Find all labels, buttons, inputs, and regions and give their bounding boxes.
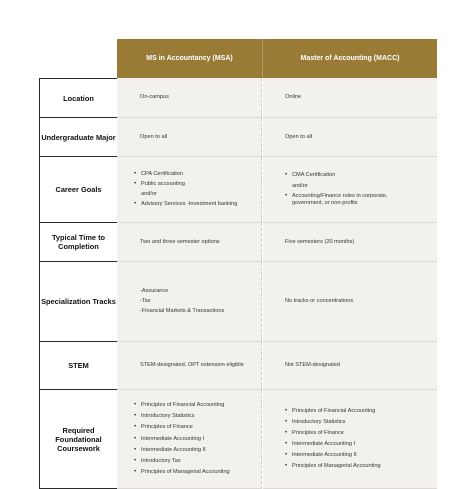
list-item: • Principles of Managerial Accounting — [134, 469, 261, 476]
list-item: • Intermediate Accounting I — [285, 441, 437, 448]
msa-cell — [117, 342, 262, 390]
header-macc: Master of Accounting (MACC) — [263, 39, 437, 78]
list-item: • Introductory Statistics — [134, 413, 261, 420]
list-item: • Principles of Finance — [134, 424, 261, 431]
macc-cell — [263, 157, 437, 223]
row-label: Career Goals — [39, 157, 118, 223]
table-header — [39, 39, 437, 78]
macc-cell — [263, 262, 437, 342]
list-item: • Public accounting — [134, 181, 261, 188]
cell-text: Five semesters (20 months) — [285, 238, 355, 245]
msa-cell — [117, 390, 262, 489]
cell-text: Not STEM-designated — [285, 362, 341, 368]
cell-text: STEM-designated, OPT extension eligible — [140, 362, 244, 368]
msa-cell — [117, 262, 262, 342]
list-item: • Intermediate Accounting II — [134, 447, 261, 454]
header-msa: MS in Accountancy (MSA) — [117, 39, 263, 78]
and-or-text: and/or — [141, 191, 157, 198]
table-row-specialization-tracks — [39, 262, 437, 342]
track-line: -Assurance — [140, 287, 169, 294]
cell-text: Open to all — [140, 133, 168, 140]
and-or-text: and/or — [292, 182, 308, 189]
bullet-list — [134, 171, 261, 191]
cell-text: Open to all — [285, 133, 313, 140]
list-item: • Accounting/Finance roles in corporate, government, or non-profits — [285, 193, 417, 207]
msa-cell — [117, 157, 262, 223]
list-item: • CMA Certification — [285, 172, 437, 179]
list-item: • Principles of Managerial Accounting — [285, 463, 437, 470]
table-row-career-goals — [39, 157, 437, 223]
macc-cell — [263, 118, 437, 157]
row-label: Location — [39, 78, 118, 118]
row-label: Undergraduate Major — [39, 118, 118, 157]
cell-text: Two and three semester options — [140, 238, 220, 245]
bullet-list — [285, 408, 437, 471]
track-line: -Tax — [140, 298, 151, 304]
table-row-time-to-completion — [39, 223, 437, 262]
macc-cell — [263, 223, 437, 262]
cell-text: Online — [285, 94, 302, 100]
list-item: • Principles of Financial Accounting — [134, 402, 261, 409]
list-item: • Introductory Statistics — [285, 419, 437, 426]
track-line: -Financial Markets & Transactions — [140, 308, 225, 315]
row-label: STEM — [39, 342, 118, 390]
msa-cell — [117, 78, 262, 118]
cell-text: No tracks or concentrations — [285, 298, 354, 304]
bullet-list — [134, 402, 261, 476]
table-row-stem — [39, 342, 437, 390]
list-item: • Principles of Financial Accounting — [285, 408, 437, 415]
row-label: Specialization Tracks — [39, 262, 118, 342]
macc-cell — [263, 78, 437, 118]
list-item: • Intermediate Accounting I — [134, 436, 261, 443]
msa-cell — [117, 223, 262, 262]
macc-cell — [263, 342, 437, 390]
msa-cell — [117, 118, 262, 157]
table-row-undergraduate-major — [39, 118, 437, 157]
row-label: Required Foundational Coursework — [39, 390, 118, 489]
list-item: • Introductory Tax — [134, 458, 261, 465]
bullet-list — [285, 172, 437, 182]
list-item: • Principles of Finance — [285, 430, 437, 437]
list-item: • CPA Certification — [134, 171, 261, 178]
list-item: • Intermediate Accounting II — [285, 452, 437, 459]
bullet-list — [134, 201, 261, 208]
bullet-list — [285, 193, 437, 207]
macc-cell — [263, 390, 437, 489]
row-label: Typical Time to Completion — [39, 223, 118, 262]
cell-text: On-campus — [140, 94, 169, 100]
list-item: • Advisory Services -Investment banking — [134, 201, 261, 208]
table-row-foundational-coursework — [39, 390, 437, 489]
table-row-location — [39, 78, 437, 118]
